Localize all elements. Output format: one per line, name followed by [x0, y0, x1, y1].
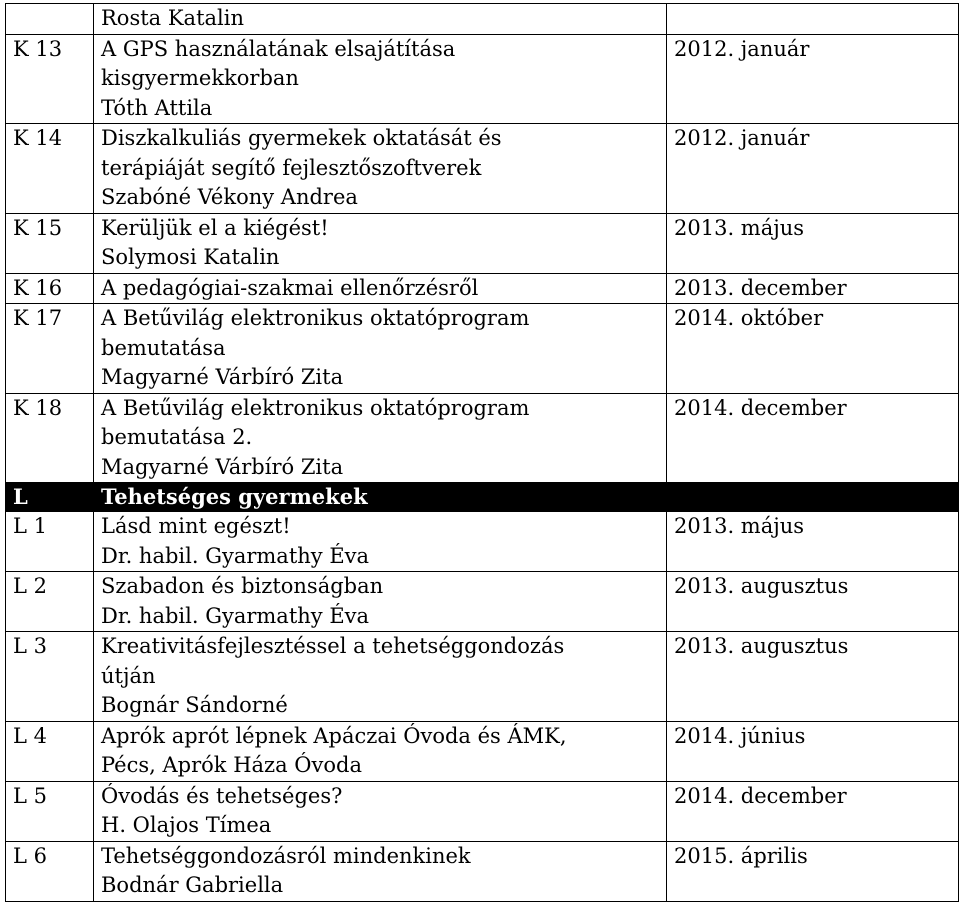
row-date: 2014. december: [667, 393, 959, 483]
title-line: A Betűvilág elektronikus oktatóprogram: [101, 306, 530, 330]
row-title-cell: [94, 721, 667, 781]
title-line: Szabadon és biztonságban: [101, 574, 384, 598]
author-name: Szabóné Vékony Andrea: [101, 185, 358, 209]
row-code: K 13: [6, 34, 94, 124]
title-line: útján: [101, 663, 156, 688]
author-name: Dr. habil. Gyarmathy Éva: [101, 543, 370, 568]
table-row: [6, 393, 959, 483]
row-date: 2015. április: [667, 841, 959, 901]
title-line: terápiáját segítő fejlesztőszoftverek: [101, 155, 482, 180]
row-title-cell: [94, 4, 667, 35]
row-date: [667, 4, 959, 35]
title-line: bemutatása 2.: [101, 425, 253, 449]
title-line: Kerüljük el a kiégést!: [101, 215, 329, 240]
title-line: Aprók aprót lépnek Apáczai Óvoda és ÁMK,: [101, 723, 567, 748]
row-date: 2012. január: [667, 124, 959, 214]
row-code: K 17: [6, 304, 94, 394]
row-code: L 4: [6, 721, 94, 781]
row-code: K 15: [6, 213, 94, 273]
table-row: [6, 213, 959, 273]
row-code: [6, 4, 94, 35]
row-title-cell: [94, 393, 667, 483]
title-line: bemutatása: [101, 335, 226, 360]
row-title-cell: [94, 213, 667, 273]
author-name: Magyarné Várbíró Zita: [101, 454, 344, 479]
table-row: [6, 34, 959, 124]
row-title-cell: [94, 632, 667, 722]
section-header-row: [6, 483, 959, 512]
row-date: 2012. január: [667, 34, 959, 124]
row-date: 2014. október: [667, 304, 959, 394]
title-line: Rosta Katalin: [101, 6, 244, 30]
title-line: kisgyermekkorban: [101, 66, 299, 90]
row-date: 2013. május: [667, 512, 959, 572]
table-row: [6, 781, 959, 841]
row-code: K 18: [6, 393, 94, 483]
row-title-cell: [94, 841, 667, 901]
row-title-cell: [94, 124, 667, 214]
row-date: 2013. május: [667, 213, 959, 273]
author-name: Tóth Attila: [101, 95, 213, 120]
row-date: 2014. június: [667, 721, 959, 781]
row-code: L 3: [6, 632, 94, 722]
row-title-cell: [94, 572, 667, 632]
row-title-cell: [94, 304, 667, 394]
table-row: [6, 124, 959, 214]
title-line: A Betűvilág elektronikus oktatóprogram: [101, 395, 530, 420]
row-code: L 1: [6, 512, 94, 572]
author-name: Pécs, Aprók Háza Óvoda: [101, 753, 362, 777]
section-title: Tehetséges gyermekek: [94, 483, 959, 512]
title-line: Kreativitásfejlesztéssel a tehetséggondozás: [101, 634, 565, 658]
publication-table: [5, 3, 959, 902]
table-row: [6, 721, 959, 781]
row-code: L 6: [6, 841, 94, 901]
author-name: Solymosi Katalin: [101, 245, 280, 269]
table-row: [6, 304, 959, 394]
title-line: Diszkalkuliás gyermekek oktatását és: [101, 126, 502, 150]
section-code: L: [6, 483, 94, 512]
table-row: [6, 512, 959, 572]
row-code: L 2: [6, 572, 94, 632]
table-row: [6, 4, 959, 35]
author-name: H. Olajos Tímea: [101, 813, 272, 837]
author-name: Dr. habil. Gyarmathy Éva: [101, 603, 370, 628]
title-line: Tehetséggondozásról mindenkinek: [101, 843, 471, 868]
author-name: Magyarné Várbíró Zita: [101, 365, 344, 389]
row-title-cell: [94, 273, 667, 304]
row-code: L 5: [6, 781, 94, 841]
row-date: 2013. december: [667, 273, 959, 304]
table-row: [6, 273, 959, 304]
title-line: Lásd mint egészt!: [101, 514, 291, 538]
table-row: [6, 632, 959, 722]
row-date: 2014. december: [667, 781, 959, 841]
title-line: A pedagógiai-szakmai ellenőrzésről: [101, 275, 479, 300]
row-title-cell: [94, 781, 667, 841]
row-date: 2013. augusztus: [667, 572, 959, 632]
author-name: Bodnár Gabriella: [101, 873, 284, 897]
row-code: K 16: [6, 273, 94, 304]
row-code: K 14: [6, 124, 94, 214]
table-row: [6, 841, 959, 901]
row-date: 2013. augusztus: [667, 632, 959, 722]
author-name: Bognár Sándorné: [101, 693, 288, 717]
title-line: Óvodás és tehetséges?: [101, 783, 343, 808]
title-line: A GPS használatának elsajátítása: [101, 36, 456, 61]
row-title-cell: [94, 34, 667, 124]
row-title-cell: [94, 512, 667, 572]
table-row: [6, 572, 959, 632]
